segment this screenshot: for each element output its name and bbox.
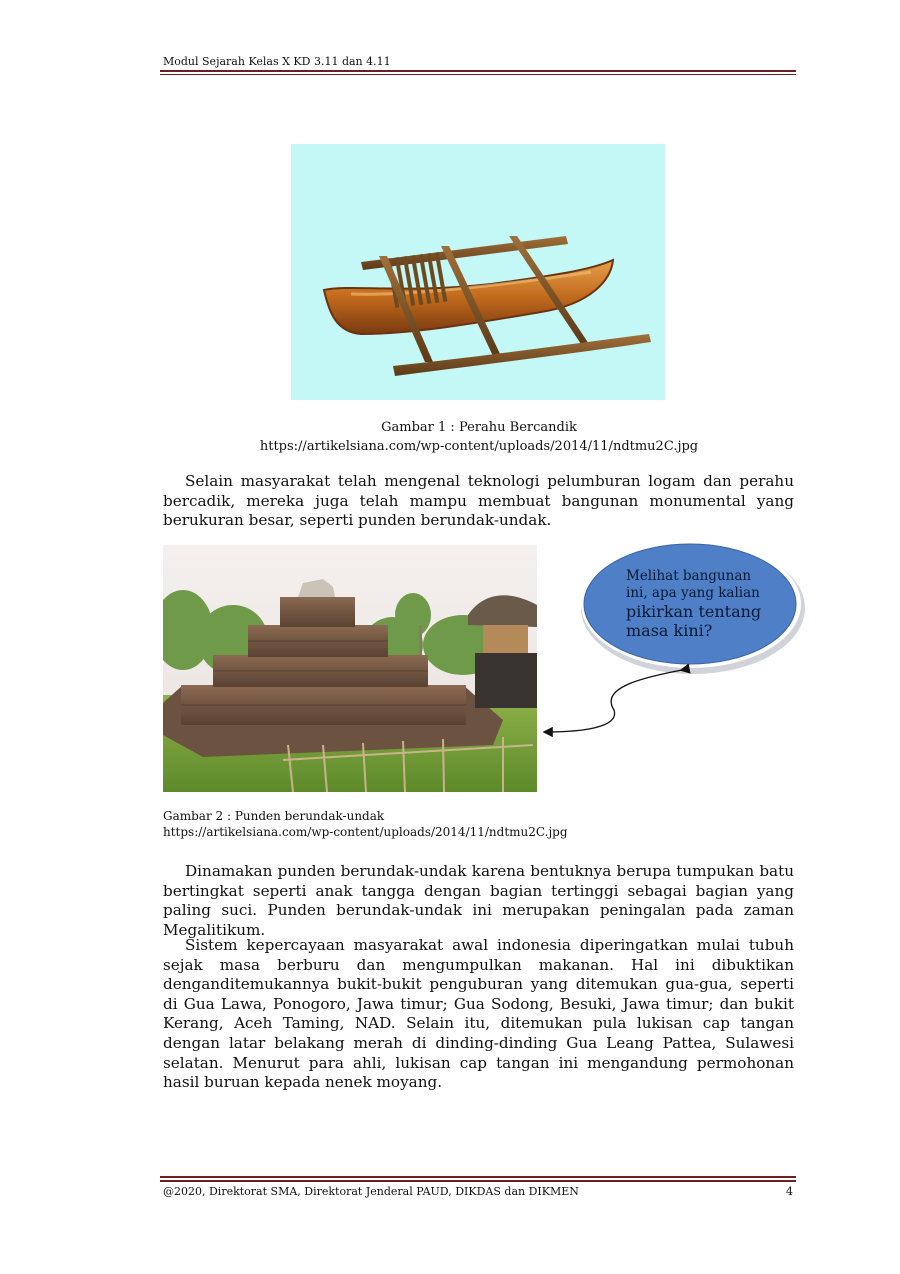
figure2-caption-title: Gambar 2 : Punden berundak-undak [163,809,385,823]
callout-text [626,568,786,640]
figure2-caption [163,808,568,840]
page-number: 4 [786,1185,793,1198]
paragraph-1: Selain masyarakat telah mengenal teknologi pelumburan logam dan perahu bercadik, mereka juga telah mampu membuat bangunan monumental yang berukuran besar, seperti punden berundak-undak. [163,472,794,530]
canoe-image [291,144,665,400]
figure2-caption-source: https://artikelsiana.com/wp-content/uploads/2014/11/ndtmu2C.jpg [163,825,568,839]
footer-rule [160,1176,796,1182]
callout-line-3: pikirkan tentang [626,602,762,621]
running-header: Modul Sejarah Kelas X KD 3.11 dan 4.11 [163,55,391,68]
figure1-caption-source: https://artikelsiana.com/wp-content/uploads/2014/11/ndtmu2C.jpg [259,439,699,454]
callout-line-4: masa kini? [626,621,713,640]
figure1-caption [163,418,795,456]
callout-line-2: ini, apa yang kalian [626,585,760,601]
figure1-caption-title: Gambar 1 : Perahu Bercandik [381,420,577,435]
paragraph-3: Sistem kepercayaan masyarakat awal indonesia diperingatkan mulai tubuh sejak masa berburu dan mengumpulkan makanan. Hal ini dibuktikan denganditemukannya bukit-bukit penguburan yang ditemukan gua-gua, seperti di Gua Lawa, Ponogoro, Jawa timur; Gua Sodong, Besuki, Jawa timur; dan bukit Kerang, Aceh Taming, NAD. Selain itu, ditemukan pula lukisan cap tangan dengan latar belakang merah di dinding-dinding Gua Leang Pattea, Sulawesi selatan. Menurut para ahli, lukisan cap tangan ini mengandung permohonan hasil buruan kepada nenek moyang. [163,936,794,1092]
punden-image [163,545,537,792]
header-rule [160,70,796,75]
callout-line-1: Melihat bangunan [626,568,752,584]
paragraph-2: Dinamakan punden berundak-undak karena bentuknya berupa tumpukan batu bertingkat seperti anak tangga dengan bagian tertinggi sebagai bagian yang paling suci. Punden berundak-undak ini merupakan peningalan pada zaman Megalitikum. [163,862,794,939]
footer-text: @2020, Direktorat SMA, Direktorat Jenderal PAUD, DIKDAS dan DIKMEN [163,1185,579,1198]
